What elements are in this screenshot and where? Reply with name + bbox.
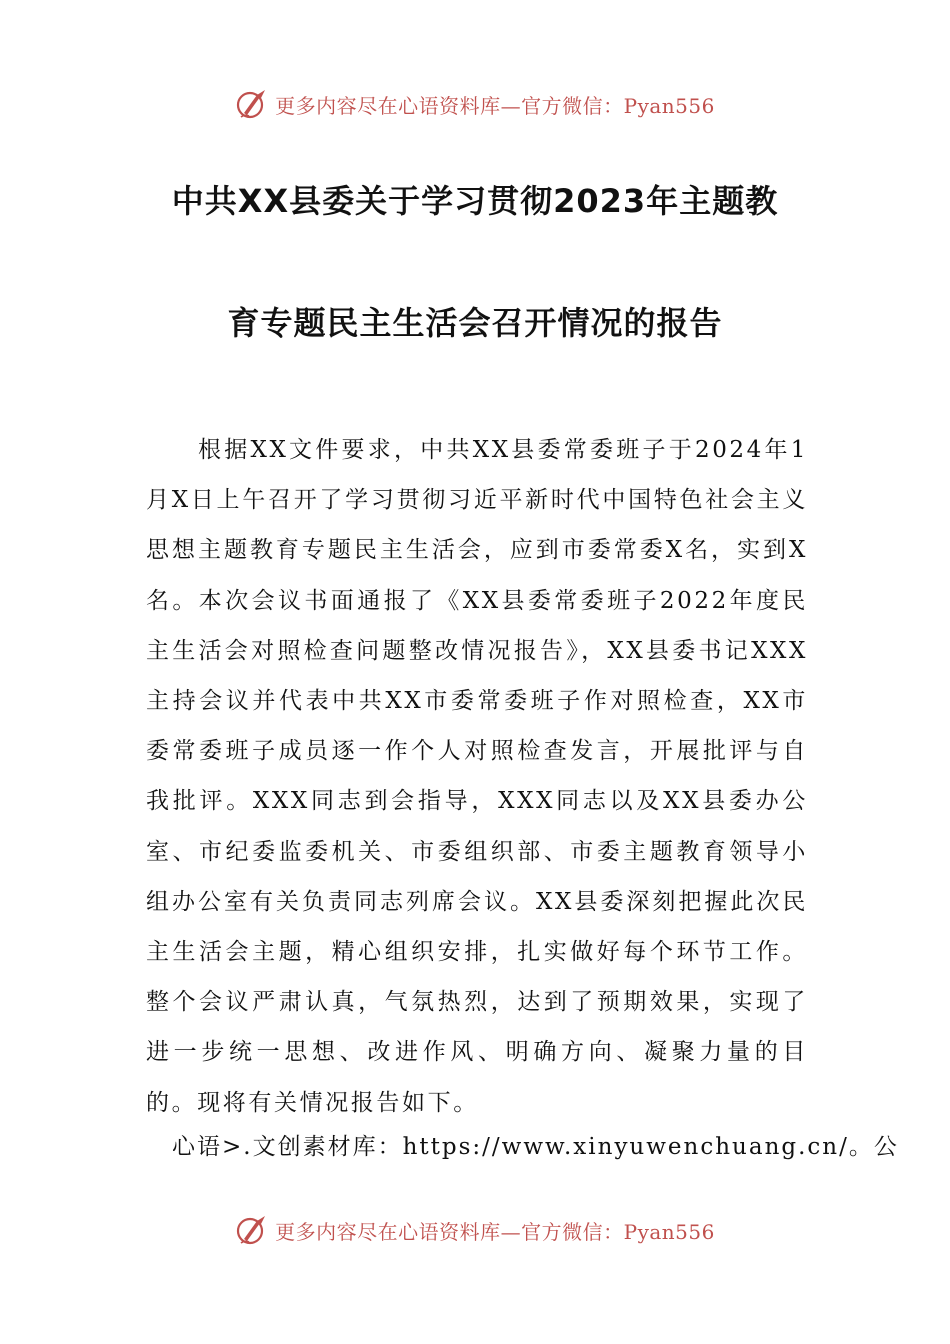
footer-watermark [0,1210,950,1250]
body-paragraph-2: 心语>.文创素材库：https://www.xinyuwenchuang.cn/。公 [172,1134,899,1160]
quill-pen-logo-icon [235,1213,269,1247]
watermark-text: 更多内容尽在心语资料库—官方微信：Pyan556 [275,1219,715,1244]
quill-pen-logo-icon [235,87,269,121]
document-title-line-2: 育专题民主生活会召开情况的报告 [227,304,723,342]
watermark-text: 更多内容尽在心语资料库—官方微信：Pyan556 [275,93,715,118]
header-watermark [0,84,950,124]
body-paragraph-1: 根据XX文件要求，中共XX县委常委班子于2024年1月X日上午召开了学习贯彻习近平新时代中国特色社会主义思想主题教育专题民主生活会，应到市委常委X名，实到X名。本次会议书面通报了《XX县委常委班子2022年度民主生活会对照检查问题整改情况报告》，XX县委书记XXX主持会议并代表中共XX市委常委班子作对照检查，XX市委常委班子成员逐一作个人对照检查发言，开展批评与自我批评。XXX同志到会指导，XXX同志以及XX县委办公室、市纪委监委机关、市委组织部、市委主题教育领导小组办公室有关负责同志列席会议。XX县委深刻把握此次民主生活会主题，精心组织安排，扎实做好每个环节工作。整个会议严肃认真，气氛热烈，达到了预期效果，实现了进一步统一思想、改进作风、明确方向、凝聚力量的目的。现将有关情况报告如下。 [146,437,808,1116]
document-title-line-1: 中共XX县委关于学习贯彻2023年主题教 [171,182,779,220]
